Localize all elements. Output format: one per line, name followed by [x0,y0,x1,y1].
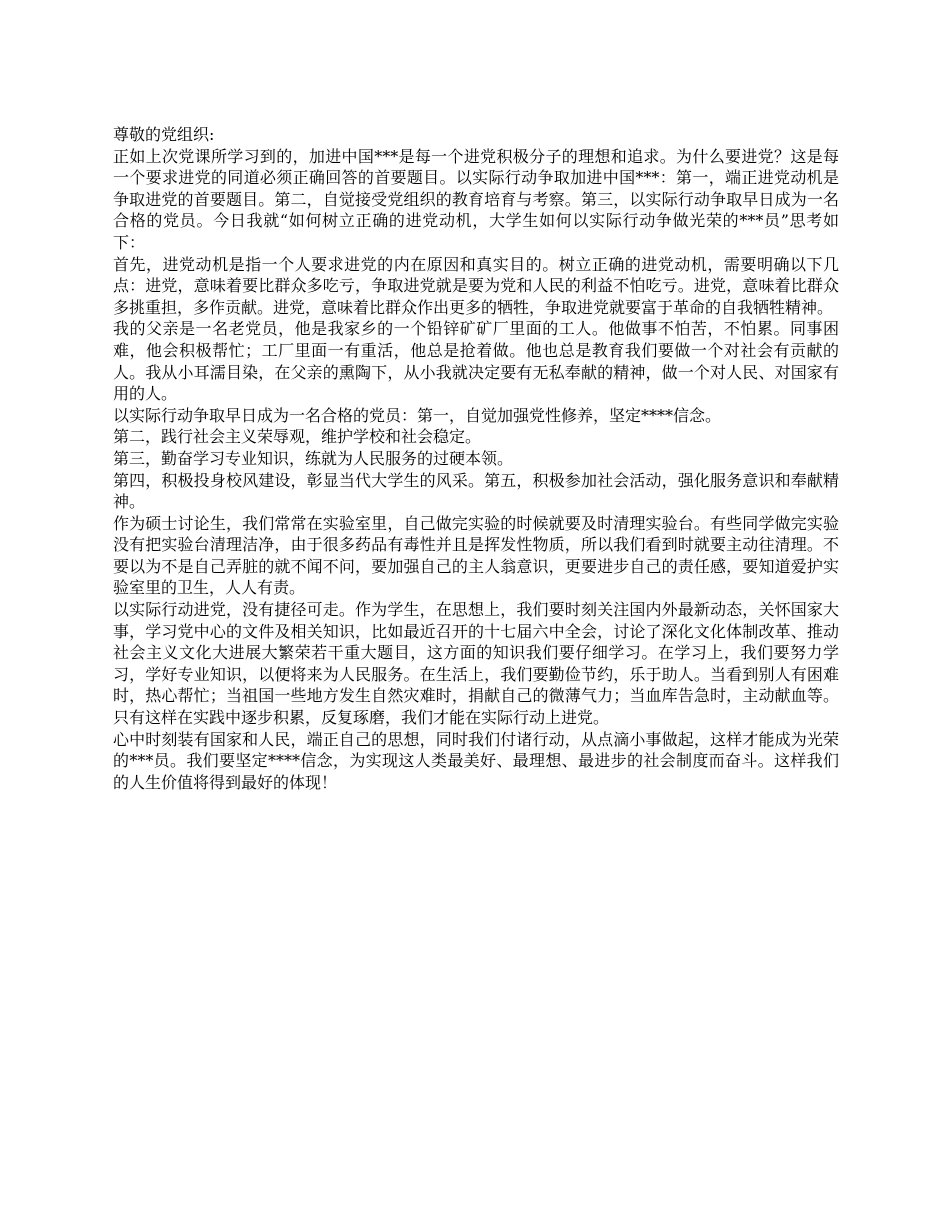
paragraph-point-four-five: 第四，积极投身校风建设，彰显当代大学生的风采。第五，积极参加社会活动，强化服务意识和奉献精神。 [113,470,839,512]
paragraph-lab: 作为硕士讨论生，我们常常在实验室里，自己做完实验的时候就要及时清理实验台。有些同学做完实验没有把实验台清理洁净，由于很多药品有毒性并且是挥发性物质，所以我们看到时就要主动往清理。不要以为不是自己弄脏的就不闻不问，要加强自己的主人翁意识，更要进步自己的责任感，要知道爱护实验室里的卫生，人人有责。 [113,513,839,598]
salutation: 尊敬的党组织: [113,125,215,144]
paragraph-father: 我的父亲是一名老党员，他是我家乡的一个铅锌矿矿厂里面的工人。他做事不怕苦，不怕累。同事困难，他会积极帮忙；工厂里面一有重活，他总是抢着做。他也总是教育我们要做一个对社会有贡献的人。我从小耳濡目染，在父亲的熏陶下，从小我就决定要有无私奉献的精神，做一个对人民、对国家有用的人。 [113,319,839,404]
paragraph-intro: 正如上次党课所学习到的，加进中国***是每一个进党积极分子的理想和追求。为什么要进党？这是每一个要求进党的同道必须正确回答的首要题目。以实际行动争取加进中国***：第一，端正进党动机是争取进党的首要题目。第二，自觉接受党组织的教育培育与考察。第三，以实际行动争取早日成为一名合格的党员。今日我就“如何树立正确的进党动机，大学生如何以实际行动争做光荣的***员”思考如下： [113,146,839,252]
paragraph-action: 以实际行动进党，没有捷径可走。作为学生，在思想上，我们要时刻关注国内外最新动态，关怀国家大事，学习党中心的文件及相关知识，比如最近召开的十七届六中全会，讨论了深化文化体制改革、推动社会主义文化大进展大繁荣若干重大题目，这方面的知识我们要仔细学习。在学习上，我们要努力学习，学好专业知识，以便将来为人民服务。在生活上，我们要勤俭节约，乐于助人。当看到别人有困难时，热心帮忙；当祖国一些地方发生自然灾难时，捐献自己的微薄气力；当血库告急时，主动献血等。只有这样在实践中逐步积累，反复琢磨，我们才能在实际行动上进党。 [113,600,839,728]
document-body [113,124,839,793]
paragraph-point-two: 第二，践行社会主义荣辱观，维护学校和社会稳定。 [113,427,482,447]
paragraph-point-one: 以实际行动争取早日成为一名合格的党员：第一，自觉加强党性修养，坚定****信念。 [113,405,722,425]
paragraph-motive: 首先，进党动机是指一个人要求进党的内在原因和真实目的。树立正确的进党动机，需要明确以下几点：进党，意味着要比群众多吃亏，争取进党就是要为党和人民的利益不怕吃亏。进党，意味着比群众多挑重担，多作贡献。进党，意味着比群众作出更多的牺牲，争取进党就要富于革命的自我牺牲精神。 [113,254,839,317]
paragraph-point-three: 第三，勤奋学习专业知识，练就为人民服务的过硬本领。 [113,448,514,468]
paragraph-conclusion: 心中时刻装有国家和人民，端正自己的思想，同时我们付诸行动，从点滴小事做起，这样才能成为光荣的***员。我们要坚定****信念，为实现这人类最美好、最理想、最进步的社会制度而奋斗。这样我们的人生价值将得到最好的体现！ [113,729,839,792]
